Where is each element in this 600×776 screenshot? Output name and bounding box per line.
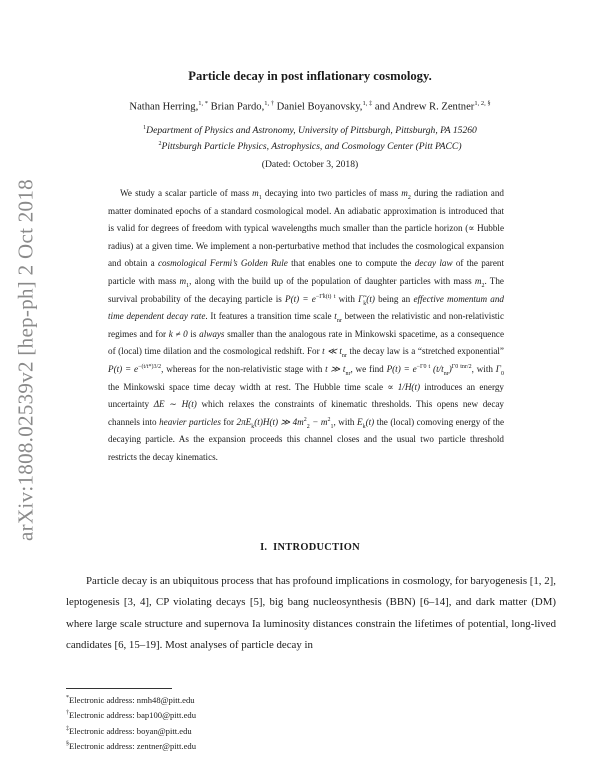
equation: Γ̃ — [358, 293, 364, 304]
section-heading-introduction — [60, 542, 560, 553]
emphasis: decay law — [414, 258, 453, 269]
equation: P(t) = e — [386, 363, 417, 374]
affiliation-mark: 2 — [158, 141, 162, 147]
introduction-paragraph: Particle decay is an ubiquitous process that has profound implications in cosmology, for baryogenesis [1, 2], leptogenesis [3, 4], CP violating decays [5], big bang nucleosynthesis (BBN) [6–14], and dark matter (DM) where large scale structure and supernova Ia luminosity distances constrain the lifetimes of potential, long-lived candidates [6, 15–19]. Most analyses of particle decay in — [66, 575, 556, 651]
equation: E — [357, 416, 363, 427]
footnote: *Electronic address: nmh48@pitt.edu — [66, 694, 195, 705]
author-name: Andrew R. Zentner — [392, 101, 475, 113]
equation: t ≪ t — [322, 346, 342, 357]
author-mark: 1, ‡ — [362, 100, 373, 107]
author-conjunction: and — [374, 101, 391, 113]
arxiv-identifier-stamp — [6, 160, 46, 560]
footnote-list — [66, 692, 366, 753]
affiliation-2 — [60, 141, 560, 152]
author-mark: 1, * — [198, 100, 209, 107]
equation: ∝ 1/H(t) — [387, 381, 421, 392]
arxiv-identifier-text: arXiv:1808.02539v2 [hep-ph] 2 Oct 2018 — [13, 179, 38, 541]
abstract: We study a scalar particle of mass $m_1$ decaying into two particles of mass $m_2$ during the radiation and matter dominated epochs of a standard cosmological model. An adiabatic approximation is introduced that is valid for degrees of freedom with typical wavelengths much smaller than the particle horizon (∝ Hubble radius) at a given time. We implement a non-perturbative method that includes the cosmological expansion and obtain a cosmological Fermi’s Golden Rule that enables one to compute the decay law of the parent particle with mass $m_1$, along with the build up of the population of daughter particles with mass $m_2$. The survival probability of the decaying particle is $P(t) = e^{-\Gammãk(t) t}$ with $\Gammã_k(t)$ being an effective momentum and time dependent decay rate. It features a transition time scale $t_{nr}$ between the relativistic and non-relativistic regimes and for k ≠ 0 is always smaller than the analogous rate in Minkowski spacetime, as a consequence of (local) time dilation and the cosmological redshift. For t ≪ $t_{nr}$ the decay law is a “stretched exponential” $P(t) = e^{-(t/t*)3/2}$, whereas for the non-relativistic stage with t ≫ $t_{nr}$, we find $P(t) = e^{-\Gamma 0 t}$ $(t/t_{nr})^{\Gamma 0 tnr/2}$, with $\Gamma_0$ the Minkowski space time decay width at rest. The Hubble time scale ∝ 1/H(t) introduces an energy uncertainty ΔE ∼ H(t) which relaxes the constraints of kinematic thresholds. This opens new decay channels into heavier particles for $2\pi E_k(t)H(t)$ ≫ $4m^2_2 - m^2_1$, with $E_k(t)$ the (local) comoving energy of the decaying particle. As the expansion proceeds this channel closes and the usual two particle threshold restricts the decay kinematics. — [108, 188, 505, 462]
equation: Γ — [495, 363, 501, 374]
affiliation-text: Department of Physics and Astronomy, University of Pittsburgh, Pittsburgh, PA 15260 — [146, 125, 477, 137]
author-list — [60, 100, 560, 113]
footnote: §Electronic address: zentner@pitt.edu — [66, 740, 196, 751]
author-name: Daniel Boyanovsky, — [276, 101, 363, 113]
affiliation-1 — [60, 125, 560, 136]
equation: k ≠ 0 — [168, 328, 188, 339]
section-title: INTRODUCTION — [273, 542, 360, 553]
affiliation-text: Pittsburgh Particle Physics, Astrophysics, and Cosmology Center (Pitt PACC) — [161, 141, 462, 153]
emphasis: cosmological Fermi’s Golden Rule — [157, 258, 288, 269]
equation: P(t) = e — [108, 363, 139, 374]
author-name: Brian Pardo, — [210, 101, 265, 113]
author-name: Nathan Herring, — [129, 101, 199, 113]
section-number: I. — [260, 542, 268, 553]
footnote: ‡Electronic address: boyan@pitt.edu — [66, 725, 192, 736]
equation: P(t) = e — [285, 293, 316, 304]
footnote-divider — [66, 688, 172, 689]
equation: ΔE ∼ H(t) — [153, 399, 197, 410]
footnote: †Electronic address: bap100@pitt.edu — [66, 710, 196, 721]
author-mark: 1, 2, § — [474, 100, 491, 107]
emphasis: heavier particles — [159, 416, 221, 427]
emphasis: always — [199, 328, 225, 339]
equation: t ≫ t — [325, 363, 346, 374]
paper-title: Particle decay in post inflationary cosmology. — [188, 69, 432, 83]
emphasis: effective momentum and time dependent decay rate — [108, 293, 504, 322]
equation: 2πE — [236, 416, 252, 427]
author-mark: 1, † — [264, 100, 274, 107]
equation: t — [334, 311, 337, 322]
dated-line: (Dated: October 3, 2018) — [261, 159, 359, 170]
affiliation-mark: 1 — [143, 125, 147, 131]
